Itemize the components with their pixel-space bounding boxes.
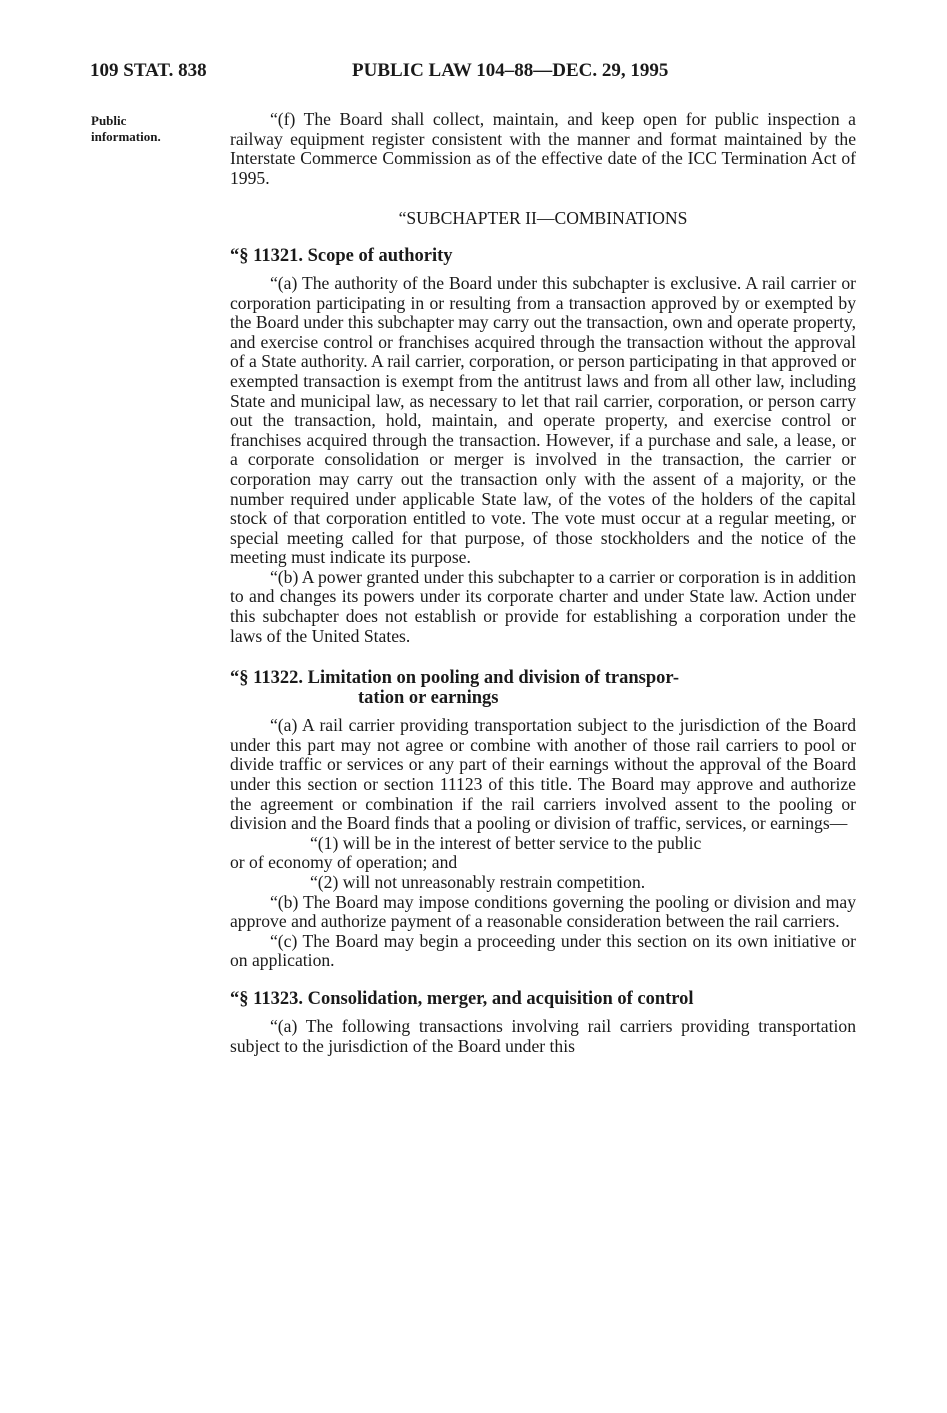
margin-note-line: information. (91, 129, 161, 144)
section-11321-heading: “§ 11321. Scope of authority (230, 245, 453, 266)
item-1-line: “(1) will be in the interest of better service to the public (310, 832, 702, 853)
margin-note (91, 113, 211, 145)
section-11323-para-a: “(a) The following transactions involving rail carriers providing transportation subject to the jurisdiction of the Board under this (230, 1015, 856, 1056)
paragraph-f: “(f) The Board shall collect, maintain, and keep open for public inspection a railway equipment register consistent with the manner and format maintained by the Interstate Commerce Commission as of the effective date of the ICC Termination Act of 1995. (230, 109, 856, 188)
margin-note-line: Public (91, 113, 127, 128)
section-11322-heading-line: “§ 11322. Limitation on pooling and division of transpor- (230, 668, 680, 689)
section-11321-para-a: “(a) The authority of the Board under this subchapter is exclusive. A rail carrier or corporation participating in or resulting from a transaction approved by or exempted by the Board under this subchapter may carry out the transaction, own and operate property, and exercise control or franchises acquired through the transaction without the approval of a State authority. A rail carrier, corporation, or person participating in that approved or exempted transaction is exempt from the antitrust laws and from all other law, including State and municipal law, as necessary to let that rail carrier, corporation, or person carry out the transaction, hold, maintain, and operate property, and exercise control or franchises acquired through the transaction. However, if a purchase and sale, a lease, or a corporate consolidation or merger is involved in the transaction, the carrier or corporation may carry out the transaction only with the assent of a majority, or the number required under applicable State law, of the votes of the holders of the capital stock of that corporation entitled to vote. The vote must occur at a regular meeting, or special meeting called for that purpose, of those stockholders and the notice of the meeting must indicate its purpose. (230, 272, 856, 568)
section-11322-item-2: “(2) will not unreasonably restrain competition. (310, 872, 646, 892)
section-11322-item-1 (230, 834, 856, 873)
item-1-line: or of economy of operation; and (230, 852, 458, 873)
running-head (90, 60, 870, 90)
statute-page-reference: 109 STAT. 838 (90, 60, 207, 81)
section-11322-heading-line: tation or earnings (358, 688, 499, 709)
section-11322-para-c: “(c) The Board may begin a proceeding under this section on its own initiative or on application. (230, 930, 856, 971)
subchapter-heading: “SUBCHAPTER II—COMBINATIONS (398, 208, 688, 229)
section-11322-heading (230, 668, 856, 708)
section-11322-para-b: “(b) The Board may impose conditions governing the pooling or division and may approve and authorize payment of a reasonable consideration between the rail carriers. (230, 891, 856, 932)
body-text (230, 110, 856, 1056)
section-11321-para-b: “(b) A power granted under this subchapter to a carrier or corporation is in addition to and changes its powers under its corporate charter and under State law. Action under this subchapter does not establish or provide for establishing a corporation under the laws of the United States. (230, 566, 856, 646)
public-law-reference: PUBLIC LAW 104–88—DEC. 29, 1995 (352, 60, 669, 81)
section-11322-para-a: “(a) A rail carrier providing transportation subject to the jurisdiction of the Board under this part may not agree or combine with another of those rail carriers to pool or divide traffic or services or any part of their earnings without the approval of the Board under this section or section 11123 of this title. The Board may approve and authorize the agreement or combination if the rail carriers involved assent to the pooling or division and the Board finds that a pooling or division of traffic, services, or earnings— (230, 715, 856, 834)
section-11323-heading: “§ 11323. Consolidation, merger, and acquisition of control (230, 988, 694, 1009)
